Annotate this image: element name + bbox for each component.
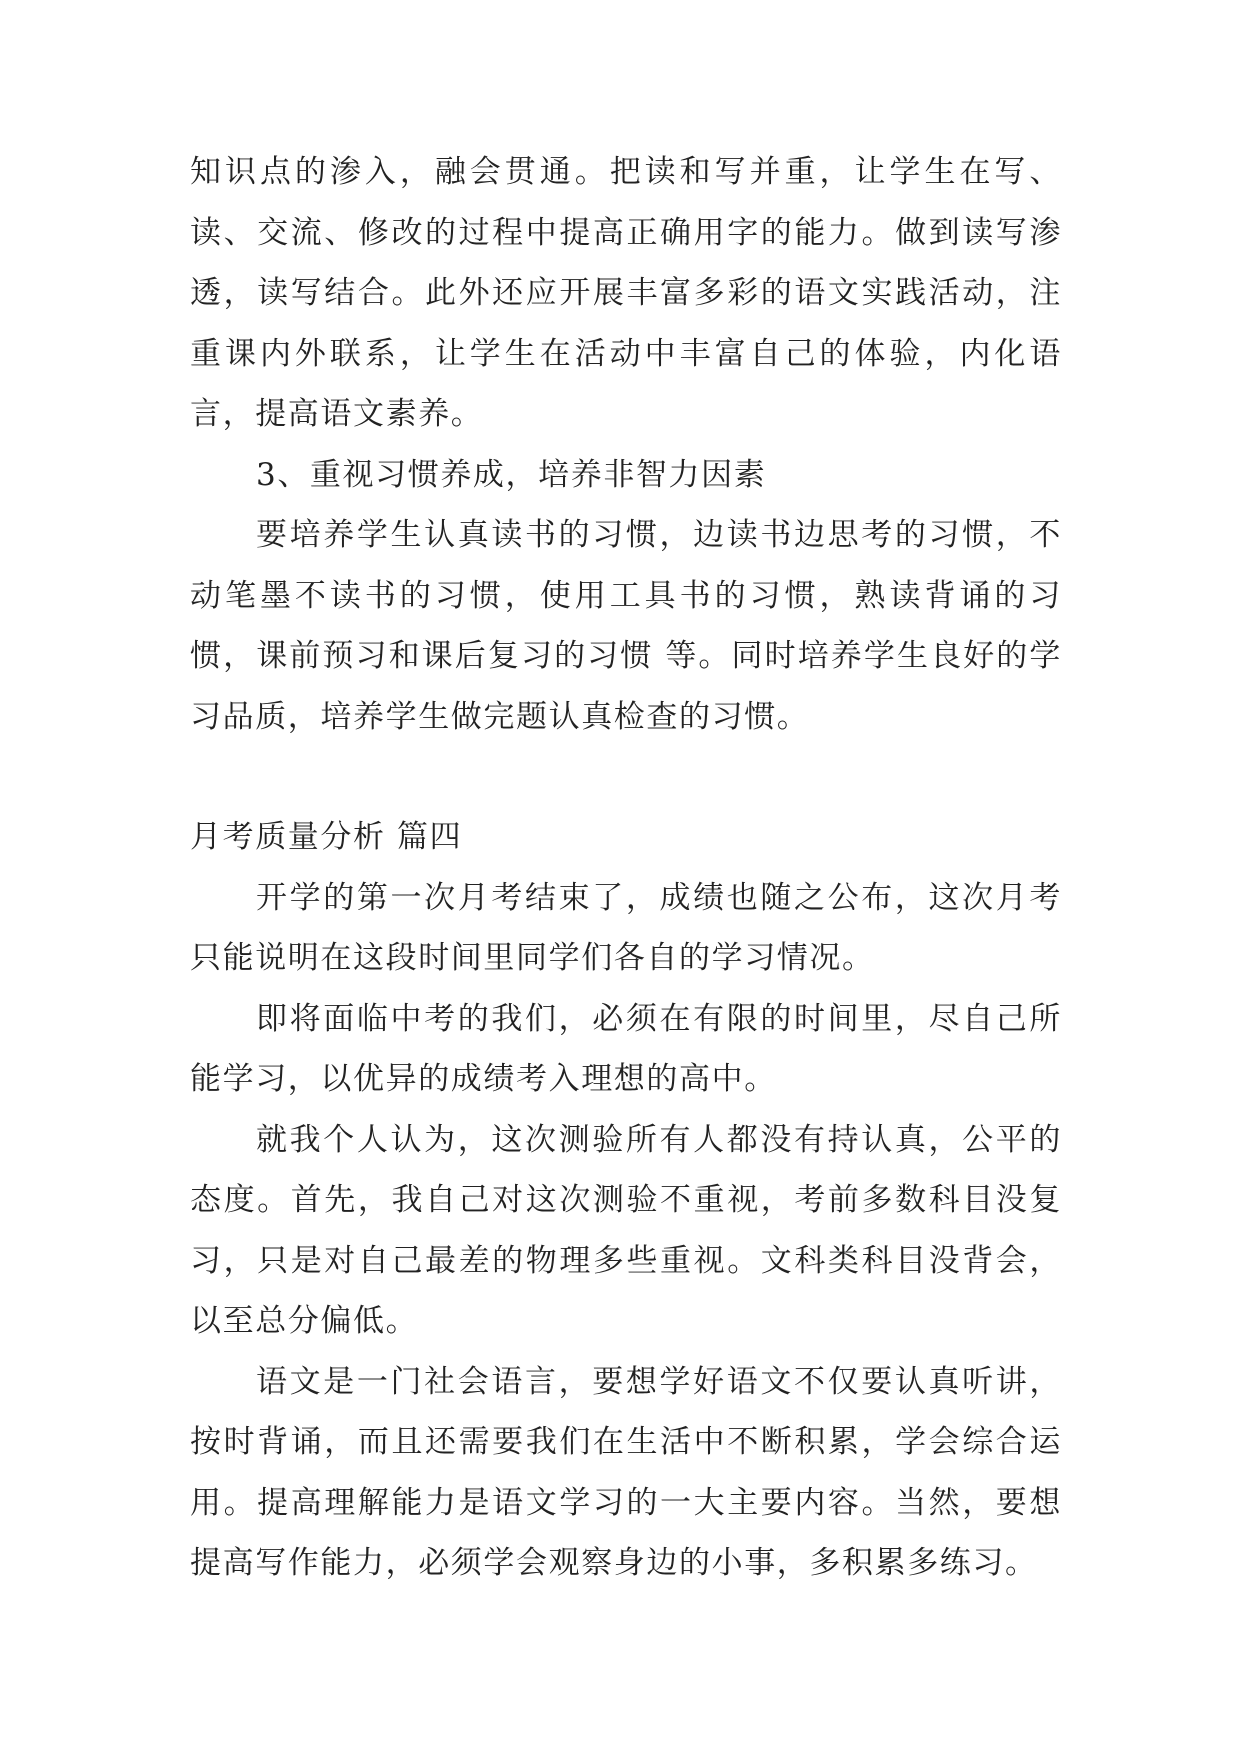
document-body [190, 142, 1062, 1594]
paragraph-habits: 要培养学生认真读书的习惯，边读书边思考的习惯，不动笔墨不读书的习惯，使用工具书的习惯，熟读背诵的习惯，课前预习和课后复习的习惯 等。同时培养学生良好的学习品质，培养学生做完题认真检查的习惯。 [190, 517, 1062, 735]
paragraph-exam-attitude: 就我个人认为，这次测验所有人都没有持认真，公平的态度。首先，我自己对这次测验不重视，考前多数科目没复习，只是对自己最差的物理多些重视。文科类科目没背会，以至总分偏低。 [190, 1121, 1062, 1339]
subheading-habits: 3、重视习惯养成，培养非智力因素 [256, 456, 767, 493]
paragraph-continuation: 知识点的渗入，融会贯通。把读和写并重，让学生在写、读、交流、修改的过程中提高正确用字的能力。做到读写渗透，读写结合。此外还应开展丰富多彩的语文实践活动，注重课内外联系，让学生在活动中丰富自己的体验，内化语言，提高语文素养。 [190, 154, 1062, 432]
paragraph-exam-goal: 即将面临中考的我们，必须在有限的时间里，尽自己所能学习，以优异的成绩考入理想的高中。 [190, 1000, 1062, 1097]
paragraph-chinese-study: 语文是一门社会语言，要想学好语文不仅要认真听讲，按时背诵，而且还需要我们在生活中不断积累，学会综合运用。提高理解能力是语文学习的一大主要内容。当然，要想提高写作能力，必须学会观察身边的小事，多积累多练习。 [190, 1363, 1062, 1581]
section-title: 月考质量分析 篇四 [190, 819, 463, 855]
paragraph-exam-intro: 开学的第一次月考结束了，成绩也随之公布，这次月考只能说明在这段时间里同学们各自的学习情况。 [190, 879, 1062, 976]
